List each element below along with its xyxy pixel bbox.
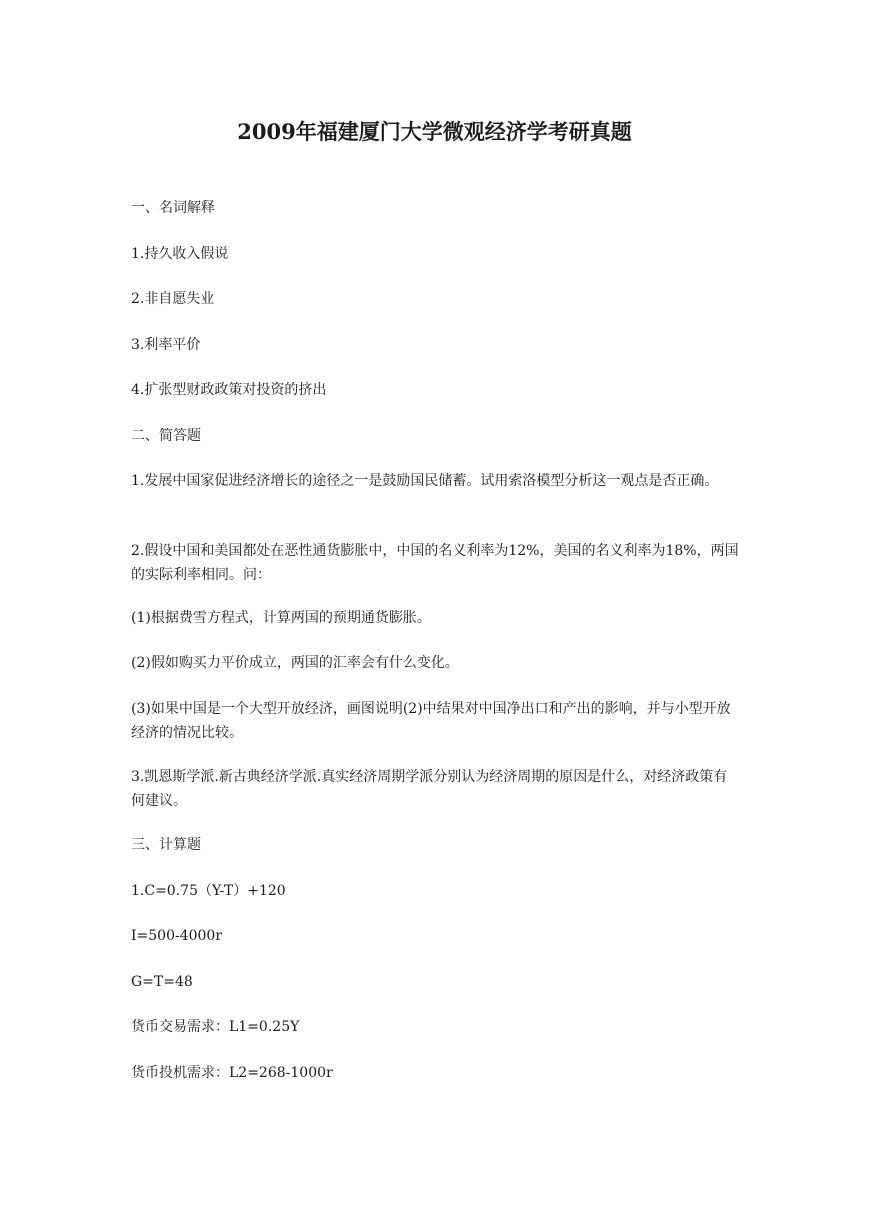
equation-line: 货币交易需求：L1=0.25Y <box>131 1019 300 1035</box>
question-item: 1.发展中国家促进经济增长的途径之一是鼓励国民储蓄。试用索洛模型分析这一观点是否正确。 <box>131 473 719 489</box>
section-heading: 一、名词解释 <box>131 200 215 216</box>
section-heading: 二、简答题 <box>131 428 201 444</box>
sub-question-item: (1)根据费雪方程式，计算两国的预期通货膨胀。 <box>131 610 431 626</box>
term-item: 2.非自愿失业 <box>131 291 215 307</box>
section-heading: 三、计算题 <box>131 837 201 853</box>
term-item: 1.持久收入假说 <box>131 246 229 262</box>
question-item: 3.凯恩斯学派.新古典经济学派.真实经济周期学派分别认为经济周期的原因是什么，对经济政策有何建议。 <box>131 769 728 809</box>
question-item: 2.假设中国和美国都处在恶性通货膨胀中，中国的名义利率为12%，美国的名义利率为18%，两国的实际利率相同。问： <box>131 543 739 583</box>
equation-line: 货币投机需求：L2=268-1000r <box>131 1065 333 1081</box>
document-title: 2009年福建厦门大学微观经济学考研真题 <box>237 119 632 144</box>
equation-line: G=T=48 <box>131 974 193 990</box>
sub-question-item: (3)如果中国是一个大型开放经济，画图说明(2)中结果对中国净出口和产出的影响，并与小型开放经济的情况比较。 <box>131 701 731 741</box>
term-item: 4.扩张型财政政策对投资的挤出 <box>131 382 327 398</box>
sub-question-item: (2)假如购买力平价成立，两国的汇率会有什么变化。 <box>131 655 459 671</box>
equation-line: 1.C=0.75（Y-T）+120 <box>131 883 286 899</box>
term-item: 3.利率平价 <box>131 337 201 353</box>
equation-line: I=500-4000r <box>131 928 223 944</box>
